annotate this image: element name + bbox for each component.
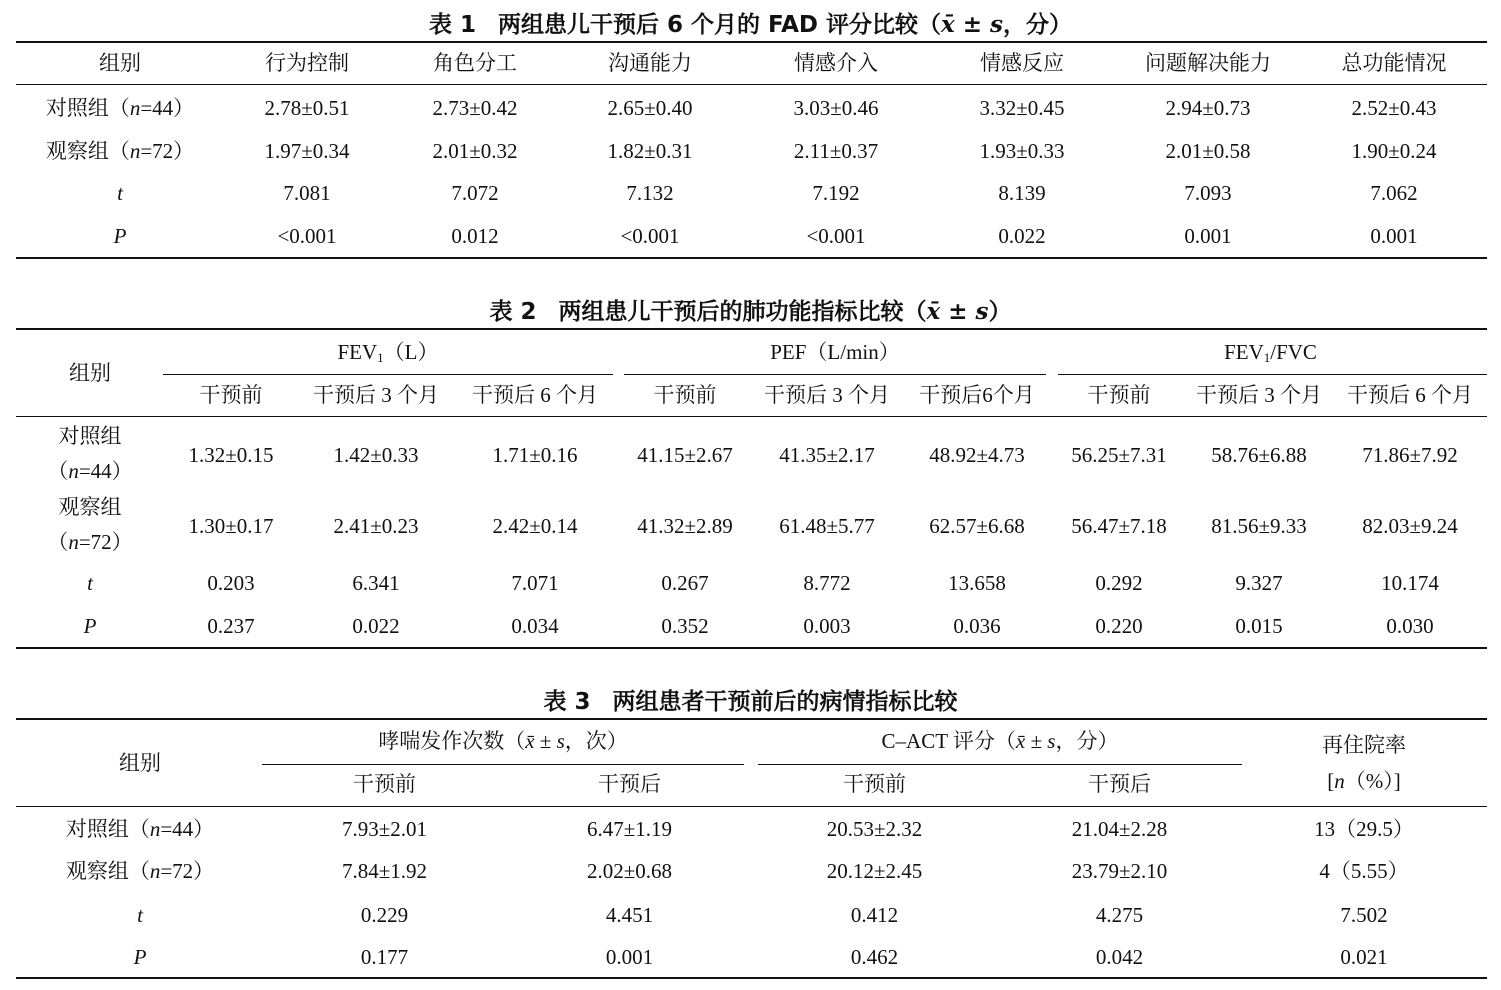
table-cell: 48.92±4.73 <box>929 443 1025 467</box>
table-1-header-rule <box>16 84 1487 85</box>
table-2-top-rule <box>16 328 1487 330</box>
table-cell: 7.062 <box>1370 181 1418 205</box>
table-cell: 3.32±0.45 <box>979 96 1065 120</box>
table-cell: 0.001 <box>605 945 654 969</box>
table-cell: 0.267 <box>661 571 709 595</box>
table-3-subheader: 干预后 <box>1088 772 1151 796</box>
table-cell: 1.82±0.31 <box>607 139 693 163</box>
row-group-label: 对照组（n=44） <box>45 96 195 120</box>
table-1-title-stat: x̄ ± s <box>941 11 1003 38</box>
table-cell: 2.41±0.23 <box>333 514 419 538</box>
table-2-colgroup-pef: PEF（L/min） <box>770 340 900 364</box>
row-stat-label: t <box>137 903 143 927</box>
row-stat-label: t <box>117 181 123 205</box>
table-1-header-col: 问题解决能力 <box>1145 51 1271 75</box>
table-cell: 2.11±0.37 <box>793 139 879 163</box>
table-cell: 0.030 <box>1386 614 1434 638</box>
row-stat-label: t <box>87 571 93 595</box>
table-2-header-group: 组别 <box>69 361 111 385</box>
table-3-header-rule <box>16 806 1487 807</box>
table-cell: 62.57±6.68 <box>929 514 1025 538</box>
table-2-subheader: 干预前 <box>199 383 263 407</box>
table-3-colgroup-rule <box>758 764 1242 765</box>
table-cell: 0.034 <box>511 614 559 638</box>
row-group-count: （n=72） <box>47 530 133 554</box>
table-2-title: 两组患儿干预后的肺功能指标比较（ <box>558 299 927 325</box>
table-2-colgroup-rule <box>1058 374 1487 375</box>
table-1-bottom-rule <box>16 257 1487 259</box>
table-3-subheader: 干预前 <box>353 772 416 796</box>
table-1-header-group: 组别 <box>99 51 141 75</box>
table-cell: 21.04±2.28 <box>1071 817 1168 841</box>
table-3-top-rule <box>16 718 1487 720</box>
table-cell: 0.003 <box>803 614 851 638</box>
table-cell: 0.042 <box>1095 945 1144 969</box>
table-3-number: 表 3 <box>543 689 591 715</box>
table-cell: 7.93±2.01 <box>341 817 428 841</box>
row-group-label: 对照组（n=44） <box>65 817 215 841</box>
table-cell: 6.47±1.19 <box>586 817 673 841</box>
table-cell: 7.093 <box>1184 181 1232 205</box>
table-2-subheader: 干预后6个月 <box>919 383 1035 407</box>
row-group-label: 观察组 <box>58 495 122 519</box>
table-1-header-col: 角色分工 <box>433 51 517 75</box>
table-cell: 61.48±5.77 <box>779 514 875 538</box>
table-cell: 1.42±0.33 <box>333 443 419 467</box>
row-stat-label: P <box>83 614 97 638</box>
table-cell: 0.036 <box>953 614 1001 638</box>
table-2-title-tail: ） <box>988 299 1012 325</box>
table-cell: 81.56±9.33 <box>1211 514 1307 538</box>
table-3-colgroup-asthma: 哮喘发作次数（x̄ ± s，次） <box>378 729 628 753</box>
table-cell: 0.001 <box>1184 224 1232 248</box>
table-cell: 0.352 <box>661 614 709 638</box>
row-group-label: 对照组 <box>58 424 122 448</box>
table-3-header-group: 组别 <box>119 751 161 775</box>
table-cell: 20.53±2.32 <box>826 817 923 841</box>
table-2-subheader: 干预前 <box>1087 383 1151 407</box>
table-cell: 0.462 <box>850 945 899 969</box>
table-cell: 0.012 <box>451 224 499 248</box>
table-cell: 8.139 <box>998 181 1046 205</box>
table-cell: 0.015 <box>1235 614 1283 638</box>
table-cell: 7.192 <box>812 181 860 205</box>
table-cell: 0.203 <box>207 571 255 595</box>
table-cell: 2.52±0.43 <box>1351 96 1437 120</box>
row-group-count: （n=44） <box>47 459 133 483</box>
table-cell: 7.081 <box>283 181 331 205</box>
table-3-title: 两组患者干预前后的病情指标比较 <box>612 689 958 715</box>
table-3-subheader: 干预后 <box>598 772 661 796</box>
table-cell: 9.327 <box>1235 571 1283 595</box>
table-cell: 2.02±0.68 <box>586 859 673 883</box>
table-cell: 82.03±9.24 <box>1362 514 1458 538</box>
table-cell: 7.84±1.92 <box>341 859 428 883</box>
table-1-caption <box>0 6 1501 39</box>
row-group-label: 观察组（n=72） <box>45 139 195 163</box>
table-cell: 0.237 <box>207 614 255 638</box>
row-stat-label: P <box>133 945 147 969</box>
table-1-header-col: 沟通能力 <box>608 51 692 75</box>
table-cell: 8.772 <box>803 571 851 595</box>
table-cell: 0.229 <box>360 903 409 927</box>
table-cell: 56.47±7.18 <box>1071 514 1167 538</box>
table-cell: 6.341 <box>352 571 400 595</box>
table-cell: 2.94±0.73 <box>1165 96 1251 120</box>
table-2-caption <box>0 293 1501 326</box>
table-1-header-col: 情感反应 <box>980 51 1064 75</box>
table-1-title: 两组患儿干预后 6 个月的 FAD 评分比较（ <box>498 12 942 38</box>
table-1-header-col: 情感介入 <box>794 51 878 75</box>
table-cell: 41.15±2.67 <box>637 443 733 467</box>
table-cell: 2.01±0.32 <box>432 139 518 163</box>
table-2-colgroup-rule <box>624 374 1046 375</box>
table-cell: 7.502 <box>1340 903 1388 927</box>
table-2-subheader: 干预后 6 个月 <box>472 383 598 407</box>
table-cell: 2.73±0.42 <box>432 96 518 120</box>
table-cell: 7.132 <box>626 181 674 205</box>
table-3-colgroup-rule <box>262 764 744 765</box>
table-cell: 13（29.5） <box>1314 817 1414 841</box>
table-cell: 2.65±0.40 <box>607 96 693 120</box>
table-cell: 2.78±0.51 <box>264 96 350 120</box>
table-2-subheader: 干预后 3 个月 <box>764 383 890 407</box>
table-cell: 7.072 <box>451 181 499 205</box>
table-cell: <0.001 <box>806 224 866 248</box>
table-cell: 4.275 <box>1095 903 1144 927</box>
table-cell: 3.03±0.46 <box>793 96 879 120</box>
table-cell: 0.412 <box>850 903 899 927</box>
table-1-header-col: 总功能情况 <box>1341 51 1447 75</box>
table-1-header-col: 行为控制 <box>265 51 349 75</box>
table-3-subheader: 干预前 <box>843 772 906 796</box>
table-cell: 7.071 <box>511 571 559 595</box>
table-cell: 2.42±0.14 <box>492 514 578 538</box>
table-cell: <0.001 <box>620 224 680 248</box>
table-cell: 13.658 <box>948 571 1006 595</box>
table-2-subheader: 干预后 3 个月 <box>1196 383 1322 407</box>
table-3-header-rate-unit: [n（%）] <box>1327 769 1401 793</box>
table-cell: 0.022 <box>998 224 1046 248</box>
table-cell: 71.86±7.92 <box>1362 443 1458 467</box>
table-cell: 41.32±2.89 <box>637 514 733 538</box>
table-3-bottom-rule <box>16 977 1487 979</box>
table-2-number: 表 2 <box>489 299 537 325</box>
table-cell: 0.220 <box>1095 614 1143 638</box>
table-cell: 0.292 <box>1095 571 1143 595</box>
table-1-title-tail: ，分） <box>1002 12 1072 38</box>
table-cell: 4（5.55） <box>1319 859 1409 883</box>
table-cell: 20.12±2.45 <box>826 859 923 883</box>
row-stat-label: P <box>113 224 127 248</box>
table-cell: 1.97±0.34 <box>264 139 350 163</box>
table-2-subheader: 干预前 <box>653 383 717 407</box>
row-group-label: 观察组（n=72） <box>65 859 215 883</box>
table-2-bottom-rule <box>16 647 1487 649</box>
table-cell: 1.30±0.17 <box>188 514 274 538</box>
table-1-number: 表 1 <box>429 12 477 38</box>
table-2-subheader: 干预后 3 个月 <box>313 383 439 407</box>
table-cell: 41.35±2.17 <box>779 443 875 467</box>
table-1-top-rule <box>16 41 1487 43</box>
table-cell: 2.01±0.58 <box>1165 139 1251 163</box>
table-cell: 4.451 <box>605 903 654 927</box>
table-cell: 0.001 <box>1370 224 1418 248</box>
table-cell: 0.021 <box>1340 945 1388 969</box>
table-cell: <0.001 <box>277 224 337 248</box>
table-cell: 0.177 <box>360 945 409 969</box>
table-2-header-rule <box>16 416 1487 417</box>
table-2-title-stat: x̄ ± s <box>926 298 989 325</box>
table-3-header-rate: 再住院率 <box>1322 733 1406 757</box>
table-3-colgroup-cact: C–ACT 评分（x̄ ± s，分） <box>881 729 1119 753</box>
table-cell: 1.93±0.33 <box>979 139 1065 163</box>
table-cell: 10.174 <box>1381 571 1439 595</box>
table-3-caption <box>0 683 1501 716</box>
table-cell: 56.25±7.31 <box>1071 443 1167 467</box>
table-cell: 0.022 <box>352 614 400 638</box>
table-2-colgroup-rule <box>163 374 613 375</box>
table-2-colgroup-fev1: $FEV_1(L)$ <box>337 340 439 365</box>
table-cell: 1.71±0.16 <box>492 443 578 467</box>
table-2-colgroup-fev1-fvc: $FEV_1$/FVC <box>1224 340 1317 365</box>
table-cell: 1.32±0.15 <box>188 443 274 467</box>
table-cell: 23.79±2.10 <box>1071 859 1168 883</box>
table-cell: 1.90±0.24 <box>1351 139 1437 163</box>
table-cell: 58.76±6.88 <box>1211 443 1307 467</box>
table-2-subheader: 干预后 6 个月 <box>1347 383 1473 407</box>
